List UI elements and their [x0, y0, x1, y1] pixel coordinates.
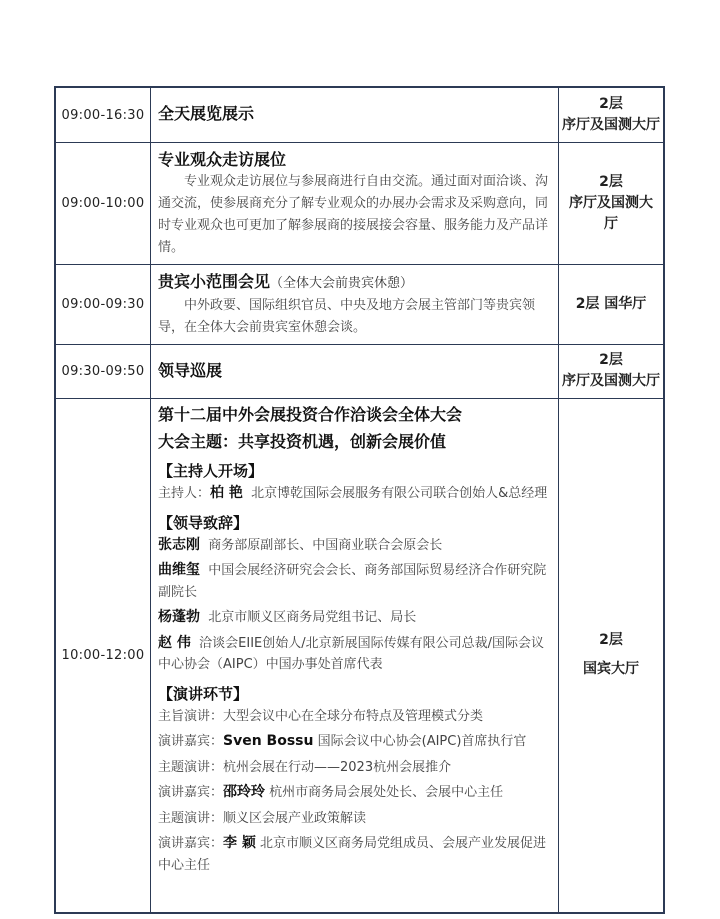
venue-cell — [559, 88, 663, 142]
speech-label: 演讲嘉宾： — [158, 836, 224, 851]
time-cell: 09:00-10:00 — [61, 195, 145, 211]
venue-line: 2层 国华厅 — [575, 295, 647, 312]
speech-line — [158, 808, 554, 830]
venue-line: 厅 — [604, 215, 618, 232]
venue-cell — [559, 344, 663, 398]
speech-text: 杭州市商务局会展处处长、会展中心主任 — [269, 785, 504, 800]
speech-line — [158, 706, 554, 728]
section-heading: 【主持人开场】 — [158, 462, 264, 480]
schedule-table — [54, 86, 665, 914]
column-divider — [150, 88, 151, 912]
host-line — [158, 483, 554, 505]
agenda-subtitle: 大会主题：共享投资机遇，创新会展价值 — [158, 432, 447, 451]
agenda-title: 全天展览展示 — [158, 104, 255, 123]
venue-line: 序厅及国测大 — [569, 194, 653, 211]
agenda-title: 领导巡展 — [158, 361, 223, 380]
venue-line: 2层 — [599, 632, 623, 648]
host-name: 柏 艳 — [210, 485, 243, 501]
host-label: 主持人： — [158, 486, 211, 501]
speech-label: 主题演讲： — [158, 810, 224, 826]
agenda-cell — [158, 103, 554, 125]
venue-cell — [559, 264, 663, 344]
speech-line — [158, 731, 554, 753]
venue-cell — [559, 398, 663, 912]
leader-line — [158, 607, 554, 629]
section-heading: 【领导致辞】 — [158, 513, 249, 532]
leader-title: 中国会展经济研究会会长、商务部国际贸易经济合作研究院副院长 — [158, 563, 547, 600]
venue-line: 2层 — [599, 173, 623, 190]
section-heading: 【演讲环节】 — [158, 684, 249, 703]
speech-text: 顺义区会展产业政策解读 — [223, 810, 367, 826]
agenda-note: （全体大会前贵宾休憩） — [270, 276, 414, 291]
venue-line: 2层 — [599, 352, 623, 368]
speech-line — [158, 757, 554, 779]
leader-line — [158, 560, 554, 603]
leader-line — [158, 633, 554, 676]
leader-line — [158, 535, 554, 557]
venue-cell — [559, 142, 663, 264]
speech-text: 国际会议中心协会(AIPC)首席执行官 — [317, 734, 527, 749]
agenda-cell — [158, 360, 554, 382]
leader-name: 杨蓬勃 — [158, 609, 200, 625]
speech-line — [158, 833, 554, 876]
leader-title: 商务部原副部长、中国商业联合会原会长 — [208, 537, 443, 553]
agenda-title-text: 贵宾小范围会见 — [158, 272, 271, 291]
agenda-cell — [158, 149, 554, 259]
agenda-title: 专业观众走访展位 — [158, 150, 287, 169]
venue-line: 序厅及国测大厅 — [562, 373, 660, 389]
speaker-name: 李 颖 — [223, 835, 256, 851]
leader-title: 北京市顺义区商务局党组书记、局长 — [208, 610, 417, 625]
speech-label: 主题演讲： — [158, 759, 224, 775]
agenda-title — [158, 271, 554, 295]
agenda-cell — [158, 271, 554, 339]
leader-title: 洽谈会EIIE创始人/北京新展国际传媒有限公司总裁/国际会议中心协会（AIPC）中国办事处首席代表 — [158, 635, 544, 672]
speech-text: 杭州会展在行动——2023杭州会展推介 — [223, 759, 452, 775]
leader-name: 曲维玺 — [158, 562, 200, 578]
speech-label: 主旨演讲： — [158, 708, 224, 724]
agenda-cell — [158, 402, 554, 876]
agenda-description: 中外政要、国际组织官员、中央及地方会展主管部门等贵宾领导，在全体大会前贵宾室休憩会谈。 — [158, 298, 536, 335]
leader-name: 张志刚 — [158, 536, 200, 553]
host-description: 北京博乾国际会展服务有限公司联合创始人&总经理 — [251, 486, 548, 501]
time-cell: 10:00-12:00 — [61, 647, 145, 663]
agenda-description: 专业观众走访展位与参展商进行自由交流。通过面对面洽谈、沟通交流，使参展商充分了解专业观众的办展办会需求及采购意向，同时专业观众也可更加了解参展商的接展接会容量、服务能力及产品详情。 — [158, 174, 549, 255]
agenda-title: 第十二届中外会展投资合作洽谈会全体大会 — [158, 405, 463, 424]
speech-text: 北京市顺义区商务局党组成员、会展产业发展促进中心主任 — [158, 836, 547, 873]
speech-label: 演讲嘉宾： — [158, 734, 224, 749]
time-cell: 09:00-16:30 — [61, 107, 145, 123]
speaker-name: 邵玲玲 — [223, 784, 266, 800]
venue-line: 序厅及国测大厅 — [562, 117, 660, 133]
speech-text: 大型会议中心在全球分布特点及管理模式分类 — [223, 708, 484, 724]
venue-line: 2层 — [599, 96, 623, 112]
speech-line — [158, 782, 554, 804]
time-cell: 09:30-09:50 — [61, 363, 145, 379]
time-cell: 09:00-09:30 — [61, 296, 145, 312]
speech-label: 演讲嘉宾： — [158, 785, 224, 800]
leader-name: 赵 伟 — [158, 634, 191, 651]
speaker-name: Sven Bossu — [223, 733, 314, 749]
venue-line: 国宾大厅 — [583, 661, 639, 677]
